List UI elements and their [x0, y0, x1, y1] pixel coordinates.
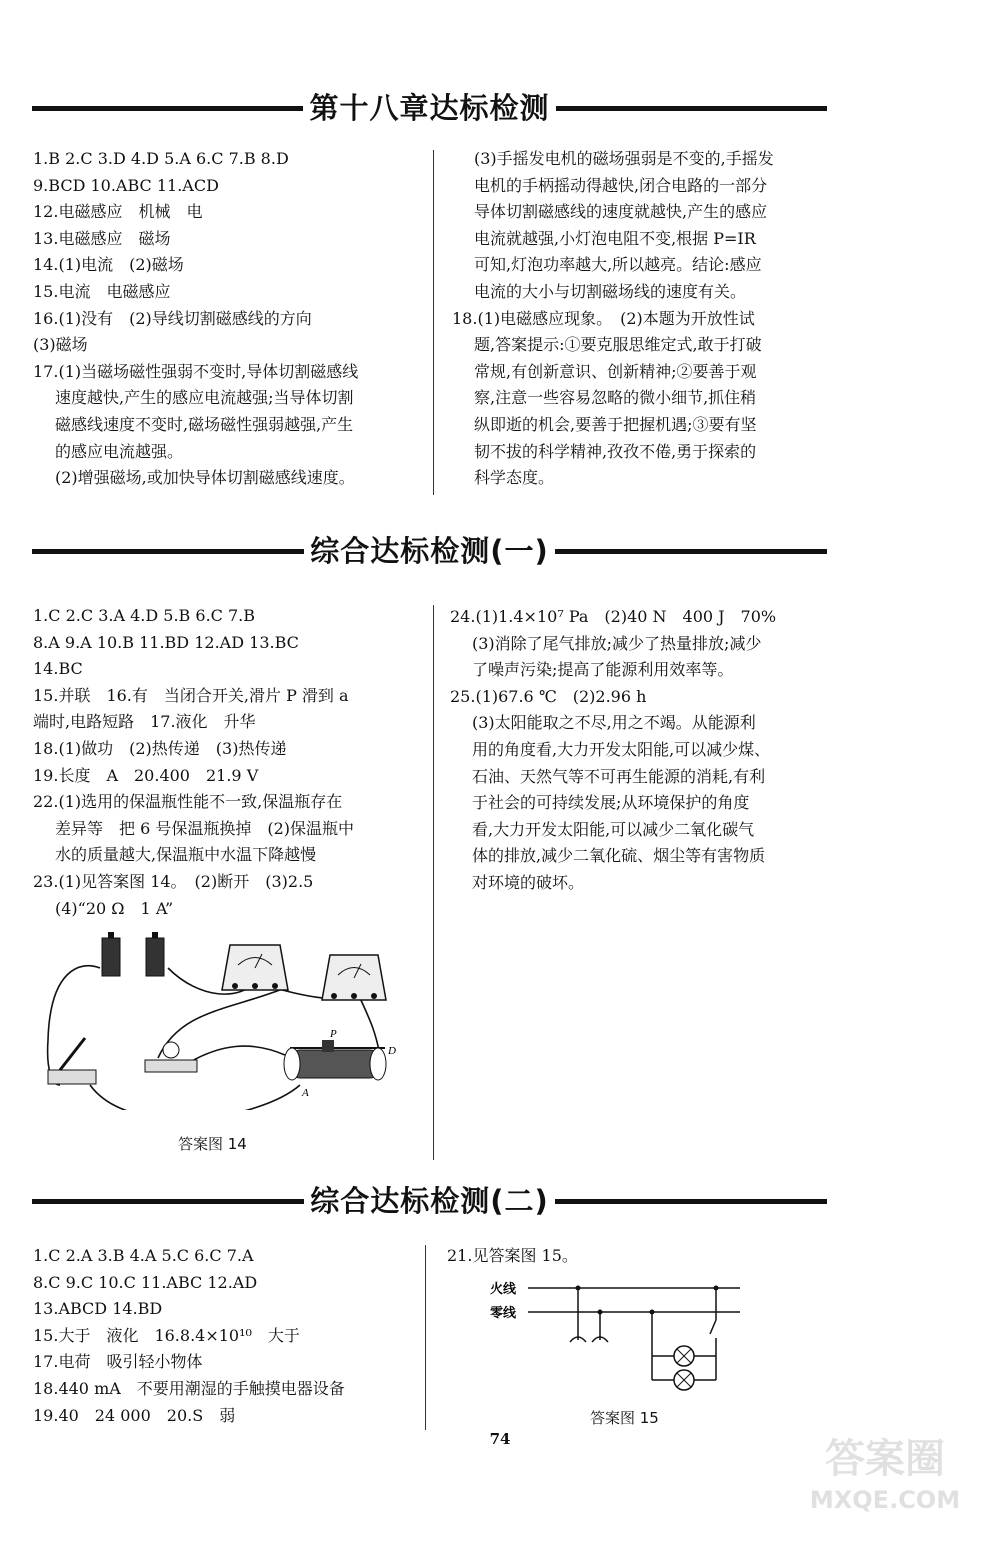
answer-line: (3)消除了尾气排放;减少了热量排放;减少: [472, 633, 762, 653]
answer-line: 磁感线速度不变时,磁场磁性强弱越强,产生: [55, 414, 354, 434]
figure-caption: 答案图 14: [178, 1135, 247, 1153]
answer-line: (3)磁场: [33, 335, 88, 355]
answer-line: 14.BC: [33, 659, 83, 679]
answer-line: 1.B 2.C 3.D 4.D 5.A 6.C 7.B 8.D: [33, 149, 289, 168]
answer-line: 科学态度。: [474, 468, 555, 488]
answer-line: 15.电流 电磁感应: [33, 281, 171, 301]
answer-line: 21.见答案图 15。: [447, 1246, 578, 1265]
answer-line: (4)“20 Ω 1 A”: [55, 898, 174, 918]
answer-line: 24.(1)1.4×10⁷ Pa (2)40 N 400 J 70%: [450, 607, 777, 626]
answer-line: 速度越快,产生的感应电流越强;当导体切割: [55, 388, 354, 408]
answer-line: 1.C 2.A 3.B 4.A 5.C 6.C 7.A: [33, 1246, 254, 1265]
answer-line: 23.(1)见答案图 14。 (2)断开 (3)2.5: [33, 871, 314, 891]
label-a: A: [302, 1087, 309, 1099]
answer-line: 17.电荷 吸引轻小物体: [33, 1352, 203, 1372]
answer-line: 15.并联 16.有 当闭合开关,滑片 P 滑到 a: [33, 685, 349, 705]
answer-line: (2)增强磁场,或加快导体切割磁感线速度。: [55, 468, 355, 488]
section-header: [32, 88, 827, 128]
answer-line: 13.电磁感应 磁场: [33, 228, 171, 248]
column-divider: [433, 605, 434, 1160]
answer-line: 9.BCD 10.ABC 11.ACD: [33, 175, 219, 195]
answer-line: (3)手摇发电机的磁场强弱是不变的,手摇发: [474, 149, 774, 168]
rheostat: [284, 1040, 386, 1080]
battery-2: [146, 932, 164, 976]
answer-line: 18.(1)做功 (2)热传递 (3)热传递: [33, 738, 287, 758]
answer-line: 电流就越强,小灯泡电阻不变,根据 P=IR: [474, 228, 756, 248]
live-wire-label: 火线: [490, 1282, 517, 1297]
answer-line: 水的质量越大,保温瓶中水温下降越慢: [55, 845, 317, 865]
section-header: [32, 531, 827, 571]
answer-line: 差异等 把 6 号保温瓶换掉 (2)保温瓶中: [55, 818, 355, 838]
household-circuit-figure: [480, 1270, 750, 1400]
answers-right-column: [447, 1243, 837, 1270]
answers-right-column: [450, 604, 840, 897]
answer-line: 19.长度 A 20.400 21.9 V: [33, 765, 259, 785]
section-title: 综合达标检测(一): [32, 531, 827, 571]
watermark-bottom: MXQE.COM: [809, 1486, 961, 1514]
answer-line: 18.440 mA 不要用潮湿的手触摸电器设备: [33, 1378, 345, 1398]
answer-line: 石油、天然气等不可再生能源的消耗,有利: [472, 766, 766, 786]
page-number: 74: [489, 1430, 511, 1448]
answer-line: (3)太阳能取之不尽,用之不竭。从能源利: [472, 713, 756, 733]
lamp-2: [674, 1370, 694, 1390]
answer-line: 韧不拔的科学精神,孜孜不倦,勇于探索的: [474, 441, 757, 461]
answer-line: 17.(1)当磁场磁性强弱不变时,导体切割磁感线: [33, 361, 359, 381]
answer-line: 对环境的破坏。: [472, 872, 585, 892]
ammeter: [222, 945, 288, 990]
answer-line: 端时,电路短路 17.液化 升华: [33, 712, 256, 732]
answer-line: 12.电磁感应 机械 电: [33, 202, 203, 222]
answer-line: 纵即逝的机会,要善于把握机遇;③要有坚: [474, 414, 757, 434]
label-p: P: [330, 1028, 337, 1040]
answer-line: 1.C 2.C 3.A 4.D 5.B 6.C 7.B: [33, 606, 255, 625]
watermark: [790, 1433, 980, 1533]
answers-left-column: [33, 146, 428, 492]
answers-left-column: [33, 603, 428, 922]
answer-line: 19.40 24 000 20.S 弱: [33, 1405, 236, 1425]
neutral-wire-label: 零线: [490, 1306, 517, 1321]
answer-line: 22.(1)选用的保温瓶性能不一致,保温瓶存在: [33, 792, 343, 812]
answer-line: 题,答案提示:①要克服思维定式,敢于打破: [474, 335, 762, 355]
answer-line: 的感应电流越强。: [55, 441, 184, 461]
wire: [90, 1085, 300, 1110]
answer-line: 8.A 9.A 10.B 11.BD 12.AD 13.BC: [33, 632, 299, 652]
answer-line: 13.ABCD 14.BD: [33, 1299, 163, 1319]
answer-line: 了噪声污染;提高了能源利用效率等。: [472, 660, 734, 680]
wire: [360, 998, 380, 1055]
voltmeter: [322, 955, 386, 1000]
lamp-1: [674, 1346, 694, 1366]
switch: [48, 1038, 96, 1084]
wire: [48, 966, 100, 1085]
answer-line: 常规,有创新意识、创新精神;②要善于观: [474, 361, 757, 381]
battery-1: [102, 932, 120, 976]
answer-line: 于社会的可持续发展;从环境保护的角度: [472, 793, 750, 813]
circuit-experiment-figure: [40, 920, 410, 1110]
answer-line: 8.C 9.C 10.C 11.ABC 12.AD: [33, 1272, 258, 1292]
wire: [190, 1046, 285, 1062]
figure-caption: 答案图 15: [590, 1409, 659, 1427]
answer-line: 用的角度看,大力开发太阳能,可以减少煤、: [472, 739, 771, 759]
answer-line: 18.(1)电磁感应现象。 (2)本题为开放性试: [452, 308, 755, 328]
column-divider: [425, 1245, 426, 1430]
section-title: 第十八章达标检测: [32, 88, 827, 128]
answer-line: 16.(1)没有 (2)导线切割磁感线的方向: [33, 308, 312, 328]
answer-line: 14.(1)电流 (2)磁场: [33, 255, 184, 275]
bulb: [145, 1042, 197, 1072]
answers-right-column: [452, 146, 842, 492]
watermark-top: 答案圈: [825, 1436, 945, 1482]
answer-line: 可知,灯泡功率越大,所以越亮。结论:感应: [474, 255, 762, 275]
answer-line: 15.大于 液化 16.8.4×10¹⁰ 大于: [33, 1325, 300, 1345]
column-divider: [433, 150, 434, 495]
answer-line: 体的排放,减少二氧化硫、烟尘等有害物质: [472, 846, 766, 866]
section-header: [32, 1181, 827, 1221]
section-title: 综合达标检测(二): [32, 1181, 827, 1221]
answers-left-column: [33, 1243, 428, 1429]
answer-line: 看,大力开发太阳能,可以减少二氧化碳气: [472, 819, 755, 839]
answer-line: 电机的手柄摇动得越快,闭合电路的一部分: [474, 175, 768, 195]
answer-line: 导体切割磁感线的速度就越快,产生的感应: [474, 202, 768, 222]
answer-line: 25.(1)67.6 ℃ (2)2.96 h: [450, 686, 647, 706]
answer-line: 察,注意一些容易忽略的微小细节,抓住稍: [474, 388, 757, 408]
label-d: D: [388, 1045, 396, 1057]
answer-line: 电流的大小与切割磁场线的速度有关。: [474, 281, 747, 301]
